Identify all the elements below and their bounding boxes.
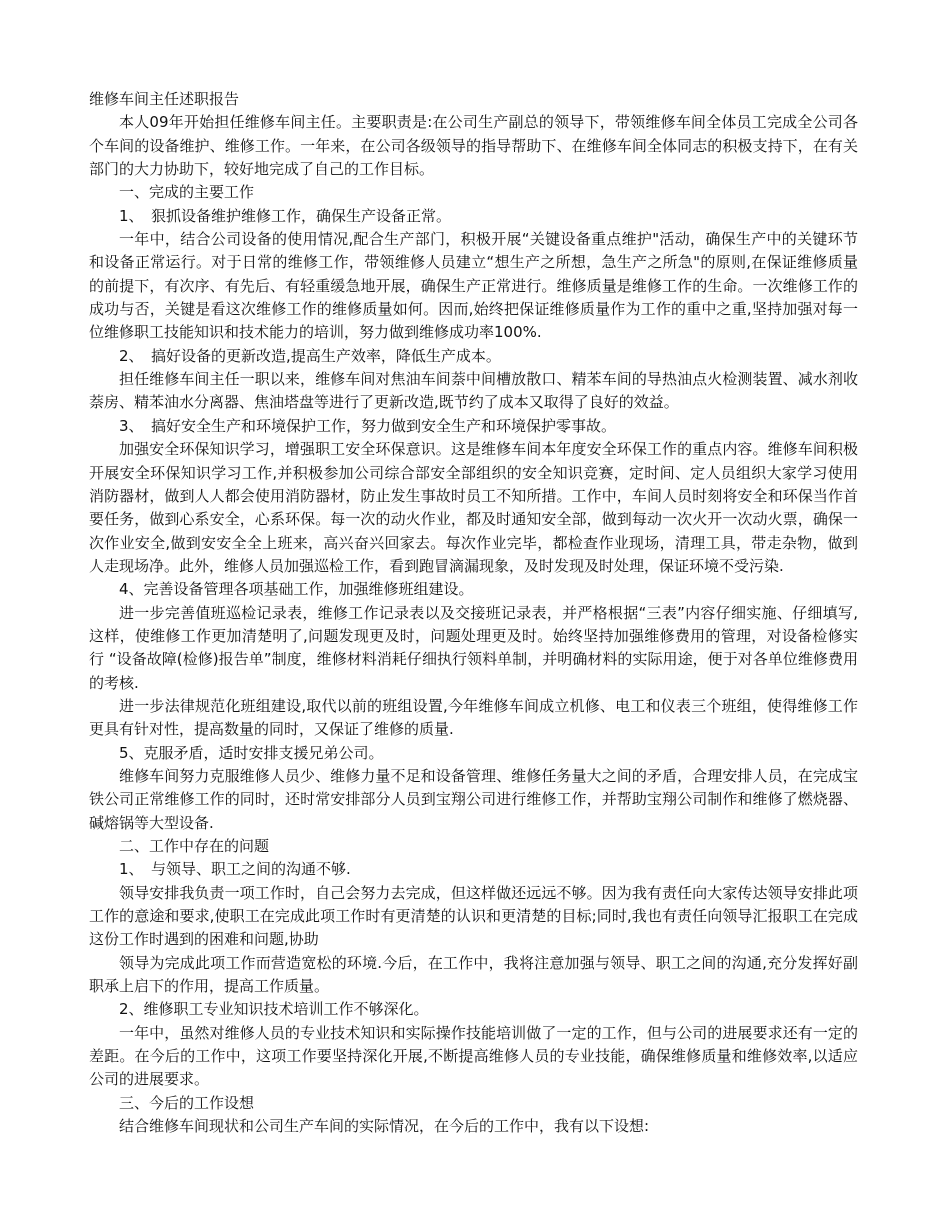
document-body — [89, 88, 858, 1138]
document-paragraph: 一年中，结合公司设备的使用情况,配合生产部门，积极开展“关键设备重点维护"活动，确保生产中的关键环节和设备正常运行。对于日常的维修工作，带领维修人员建立“想生产之所想，急生产之所急"的原则,在保证维修质量的前提下，有次序、有先后、有轻重缓急地开展，确保生产正常进行。维修质量是维修工作的生命。一次维修工作的成功与否，关键是看这次维修工作的维修质量如何。因而,始终把保证维修质量作为工作的重中之重,坚持加强对每一位维修职工技能知识和技术能力的培训，努力做到维修成功率100%. — [89, 230, 858, 342]
document-title: 维修车间主任述职报告 — [89, 90, 240, 108]
document-paragraph: 4、完善设备管理各项基础工作，加强维修班组建设。 — [119, 580, 474, 599]
document-paragraph: 3、 搞好安全生产和环境保护工作，努力做到安全生产和环境保护零事故。 — [119, 416, 617, 435]
document-paragraph: 领导安排我负责一项工作时，自己会努力去完成，但这样做还远远不够。因为我有责任向大家传达领导安排此项工作的意途和要求,使职工在完成此项工作时有更清楚的认识和更清楚的目标;同时,我也有责任向领导汇报职工在完成这份工作时遇到的困难和问题,协助 — [89, 883, 858, 949]
document-paragraph: 一、完成的主要工作 — [119, 183, 255, 202]
document-paragraph: 结合维修车间现状和公司生产车间的实际情况，在今后的工作中，我有以下设想: — [119, 1117, 650, 1136]
document-paragraph: 进一步完善值班巡检记录表，维修工作记录表以及交接班记录表，并严格根据“三表”内容仔细实施、仔细填写,这样，使维修工作更加清楚明了,问题发现更及时，问题处理更及时。始终坚持加强维修费用的管理，对设备检修实行 “设备故障(检修)报告单”制度，维修材料消耗仔细执行领料单制，并明确材料的实际用途，便于对各单位维修费用的考核. — [89, 603, 858, 692]
document-paragraph: 2、维修职工专业知识技术培训工作不够深化。 — [119, 1000, 429, 1019]
document-paragraph: 1、 与领导、职工之间的沟通不够. — [119, 860, 351, 879]
document-paragraph: 2、 搞好设备的更新改造,提高生产效率，降低生产成本。 — [119, 346, 501, 365]
document-paragraph: 担任维修车间主任一职以来，维修车间对焦油车间萘中间槽放散口、精苯车间的导热油点火检测装置、减水剂收萘房、精苯油水分离器、焦油塔盘等进行了更新改造,既节约了成本又取得了良好的效益。 — [89, 370, 858, 412]
document-paragraph: 二、工作中存在的问题 — [119, 837, 270, 855]
document-paragraph: 维修车间努力克服维修人员少、维修力量不足和设备管理、维修任务量大之间的矛盾，合理安排人员，在完成宝铁公司正常维修工作的同时，还时常安排部分人员到宝翔公司进行维修工作，并帮助宝翔公司制作和维修了燃烧器、碱熔锅等大型设备. — [89, 766, 858, 832]
document-paragraph: 一年中，虽然对维修人员的专业技术知识和实际操作技能培训做了一定的工作，但与公司的进展要求还有一定的差距。在今后的工作中，这项工作要坚持深化开展,不断提高维修人员的专业技能，确保维修质量和维修效率,以适应公司的进展要求。 — [89, 1023, 858, 1089]
document-paragraph: 进一步法律规范化班组建设,取代以前的班组设置,今年维修车间成立机修、电工和仪表三个班组，使得维修工作更具有针对性，提高数量的同时，又保证了维修的质量. — [89, 696, 858, 739]
document-paragraph: 三、今后的工作设想 — [119, 1093, 255, 1112]
document-paragraph: 5、克服矛盾，适时安排支援兄弟公司。 — [119, 743, 384, 762]
document-paragraph: 加强安全环保知识学习，增强职工安全环保意识。这是维修车间本年度安全环保工作的重点内容。维修车间积极开展安全环保知识学习工作,并积极参加公司综合部安全部组织的安全知识竞赛，定时间、定人员组织大家学习使用消防器材，做到人人都会使用消防器材，防止发生事故时员工不知所措。工作中，车间人员时刻将安全和环保当作首要任务，做到心系安全，心系环保。每一次的动火作业，都及时通知安全部，做到每动一次火开一次动火票，确保一次作业安全,做到安安全全上班来，高兴奋兴回家去。每次作业完毕，都检查作业现场，清理工具，带走杂物，做到人走现场净。此外，维修人员加强巡检工作，看到跑冒滴漏现象，及时发现及时处理，保证环境不受污染. — [89, 440, 858, 575]
document-paragraph: 领导为完成此项工作而营造宽松的环境.今后，在工作中，我将注意加强与领导、职工之间的沟通,充分发挥好副职承上启下的作用，提高工作质量。 — [89, 953, 858, 996]
document-paragraph: 1、 狠抓设备维护维修工作，确保生产设备正常。 — [119, 206, 452, 225]
document-paragraph: 本人09年开始担任维修车间主任。主要职责是:在公司生产副总的领导下，带领维修车间全体员工完成全公司各个车间的设备维护、维修工作。一年来，在公司各级领导的指导帮助下、在维修车间全体同志的积极支持下，在有关部门的大力协助下，较好地完成了自己的工作目标。 — [89, 113, 858, 179]
